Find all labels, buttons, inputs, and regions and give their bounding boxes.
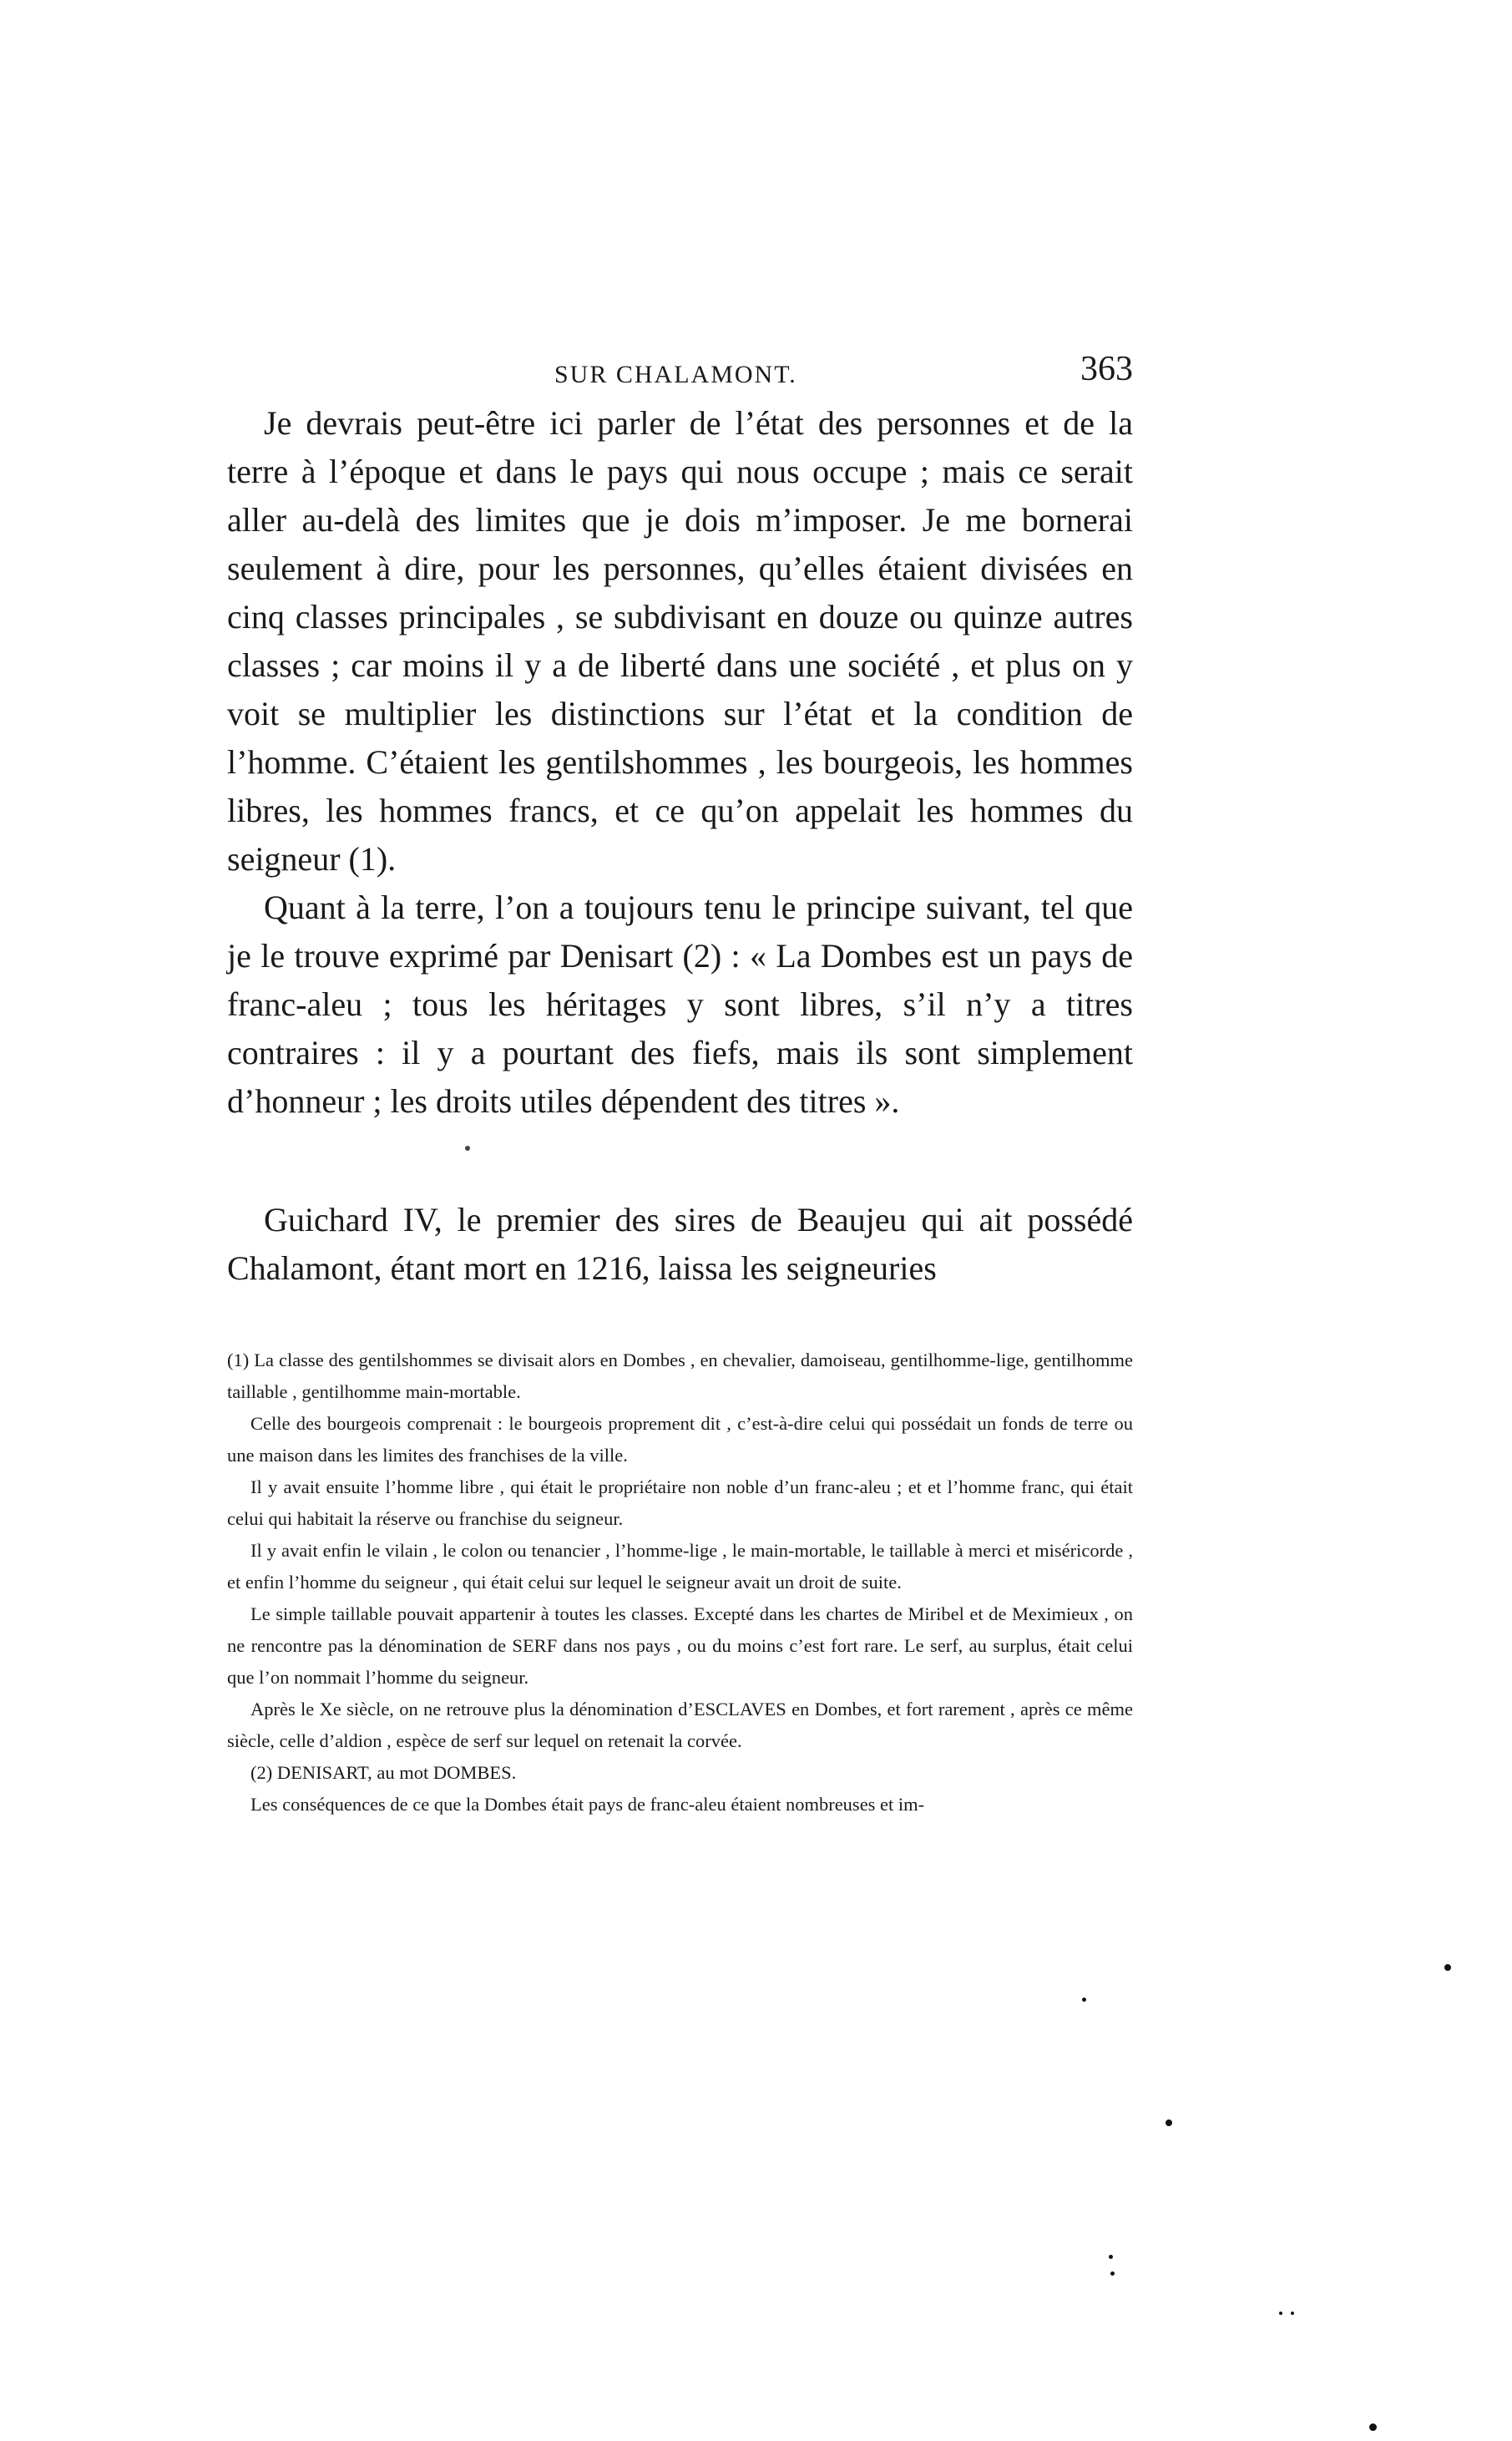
footnote-esclaves: Après le Xe siècle, on ne retrouve plus la dénomination d’ESCLAVES en Dombes, et fort rarement , après ce même siècle, celle d’aldion , espèce de serf sur lequel on retenait la corvée. bbox=[227, 1699, 1133, 1751]
book-page bbox=[227, 349, 1133, 1821]
footnotes bbox=[227, 1345, 1133, 1821]
body-paragraph-3: Guichard IV, le premier des sires de Beaujeu qui ait possédé Chalamont, étant mort en 1216, laissa les seigneuries bbox=[227, 1201, 1133, 1287]
scan-speck bbox=[1082, 1998, 1086, 2002]
scan-speck bbox=[1279, 2312, 1282, 2315]
footnote-vilain: Il y avait enfin le vilain , le colon ou tenancier , l’homme-lige , le main-mortable, le taillable à merci et miséricorde , et enfin l’homme du seigneur , qui était celui sur lequel le seigneur avait un droit de suite. bbox=[227, 1540, 1133, 1593]
running-title: SUR CHALAMONT. bbox=[554, 361, 797, 388]
footnote-1: (1) La classe des gentilshommes se divisait alors en Dombes , en chevalier, damoiseau, gentilhomme-lige, gentilhomme taillable , gentilhomme main-mortable. bbox=[227, 1350, 1133, 1402]
body-paragraph-1: Je devrais peut-être ici parler de l’état des personnes et de la terre à l’époque et dans le pays qui nous occupe ; mais ce serait aller au-delà des limites que je dois m’imposer. Je me bornerai seulement à dire, pour les personnes, qu’elles étaient divisées en cinq classes principales , se subdivisant en douze ou quinze autres classes ; car moins il y a de liberté dans une société , et plus on y voit se multiplier les distinctions sur l’état et la condition de l’homme. C’étaient les gentilshommes , les bourgeois, les hommes libres, les hommes francs, et ce qu’on appelait les hommes du seigneur (1). bbox=[227, 404, 1133, 878]
running-head bbox=[227, 349, 1133, 399]
footnote-consequences: Les conséquences de ce que la Dombes était pays de franc-aleu étaient nombreuses et im- bbox=[250, 1794, 925, 1815]
scan-speck bbox=[1291, 2312, 1294, 2315]
footnote-bourgeois: Celle des bourgeois comprenait : le bourgeois proprement dit , c’est-à-dire celui qui possédait un fonds de terre ou une maison dans les limites des franchises de la ville. bbox=[227, 1413, 1133, 1466]
footnote-2: (2) DENISART, au mot DOMBES. bbox=[250, 1762, 517, 1783]
scan-speck bbox=[1110, 2271, 1115, 2276]
scan-speck bbox=[1369, 2423, 1377, 2431]
section-dot bbox=[465, 1146, 470, 1151]
scan-speck bbox=[1444, 1964, 1451, 1971]
page-number: 363 bbox=[1080, 350, 1133, 388]
footnote-homme-libre: Il y avait ensuite l’homme libre , qui était le propriétaire non noble d’un franc-aleu ; et et l’homme franc, qui était celui qui habitait la réserve ou franchise du seigneur. bbox=[227, 1476, 1133, 1529]
section-break bbox=[227, 1141, 1133, 1159]
body-paragraph-2: Quant à la terre, l’on a toujours tenu le principe suivant, tel que je le trouve exprimé par Denisart (2) : « La Dombes est un pays de franc-aleu ; tous les héritages y sont libres, s’il n’y a titres contraires : il y a pourtant des fiefs, mais ils sont simplement d’honneur ; les droits utiles dépendent des titres ». bbox=[227, 889, 1133, 1120]
body-text bbox=[227, 399, 1133, 1293]
scan-speck bbox=[1166, 2119, 1172, 2126]
footnote-taillable: Le simple taillable pouvait appartenir à toutes les classes. Excepté dans les chartes de Miribel et de Meximieux , on ne rencontre pas la dénomination de SERF dans nos pays , ou du moins c’est fort rare. Le serf, au surplus, était celui que l’on nommait l’homme du seigneur. bbox=[227, 1603, 1133, 1688]
scan-speck bbox=[1109, 2255, 1113, 2259]
